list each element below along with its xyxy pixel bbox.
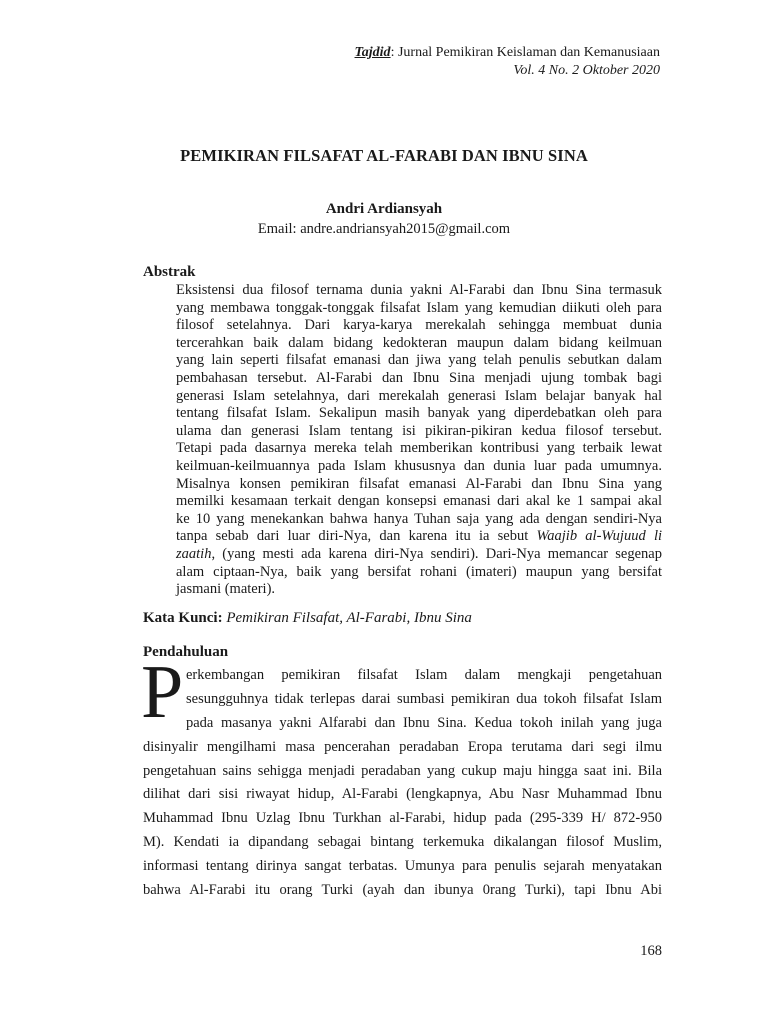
abstract-line: tercerahkan baik dalam bidang kedokteran maupun dalam bidang keilmuan bbox=[176, 334, 662, 351]
author-email: Email: andre.andriansyah2015@gmail.com bbox=[257, 221, 511, 237]
italic-term: Waajib al-Wujuud li bbox=[536, 528, 663, 545]
journal-volume: Vol. 4 No. 2 Oktober 2020 bbox=[513, 63, 660, 78]
abstract-line: alam ciptaan-Nya, baik yang bersifat rohani (imateri) maupun yang bersifat bbox=[176, 563, 662, 580]
abstract-line: Eksistensi dua filosof ternama dunia yakni Al-Farabi dan Ibnu Sina termasuk bbox=[176, 282, 662, 298]
body-line: Muhammad Ibnu Uzlag Ibnu Turkhan al-Farabi, hidup pada (295-339 H/ 872-950 bbox=[143, 810, 662, 827]
journal-subtitle: : Jurnal Pemikiran Keislaman dan Kemanusiaan bbox=[390, 45, 660, 60]
introduction-body bbox=[143, 664, 662, 903]
author-name: Andri Ardiansyah bbox=[325, 201, 443, 217]
abstract-line-text: , (yang mesti ada karena diri-Nya sendiri). Dari-Nya memancar segenap bbox=[211, 545, 662, 562]
body-line: bahwa Al-Farabi itu orang Turki (ayah dan ibunya 0rang Turki), tapi Ibnu Abi bbox=[143, 882, 662, 899]
italic-term: zaatih bbox=[176, 545, 212, 562]
abstract-line: generasi Islam setelahnya, dari merekalah generasi Islam belajar banyak hal bbox=[176, 387, 662, 404]
body-line: informasi tentang dirinya sangat terbatas. Umunya para penulis sejarah menyatakan bbox=[143, 858, 662, 875]
abstract-line: yang lain seperti filsafat emanasi dan jiwa yang telah penulis sebutkan dalam bbox=[176, 352, 662, 369]
abstract-body bbox=[176, 282, 662, 599]
drop-cap: P bbox=[141, 650, 184, 734]
abstract-line: jasmani (materi). bbox=[176, 581, 276, 598]
running-head bbox=[355, 44, 660, 80]
abstract-line bbox=[176, 546, 662, 564]
paper-title: PEMIKIRAN FILSAFAT AL-FARABI DAN IBNU SINA bbox=[180, 146, 588, 165]
abstract-line: Tetapi pada dasarnya mereka telah memberikan kontribusi yang terbaik lewat bbox=[176, 440, 662, 457]
section-heading-introduction: Pendahuluan bbox=[143, 644, 229, 660]
body-line: M). Kendati ia dipandang sebagai bintang terkemuka dikalangan filosof Muslim, bbox=[143, 834, 662, 851]
journal-line bbox=[355, 44, 660, 62]
abstract-line: pembahasan tersebut. Al-Farabi dan Ibnu Sina menjadi ujung tombak bagi bbox=[176, 369, 662, 386]
body-line: erkembangan pemikiran filsafat Islam dalam mengkaji pengetahuan bbox=[186, 667, 662, 683]
body-line: pada masanya yakni Alfarabi dan Ibnu Sina. Kedua tokoh inilah yang juga bbox=[186, 714, 662, 731]
abstract-line: filosof setelahnya. Dari karya-karya merekalah sehingga membuat dunia bbox=[176, 317, 662, 334]
abstract-line: tentang filsafat Islam. Sekalipun masih banyak yang diperdebatkan oleh para bbox=[176, 405, 662, 422]
abstract-heading: Abstrak bbox=[143, 264, 196, 280]
abstract-line: keilmuan-keilmuannya pada Islam khususnya dan dunia luar pada umumnya. bbox=[176, 457, 662, 474]
abstract-line: ke 10 yang menekankan bahwa hanya Tuhan saja yang ada dengan sendiri-Nya bbox=[176, 510, 662, 527]
body-line: disinyalir mengilhami masa pencerahan peradaban Eropa terutama dari segi ilmu bbox=[143, 738, 662, 755]
abstract-line: ulama dan generasi Islam tentang isi pikiran-pikiran kedua filosof tersebut. bbox=[176, 422, 662, 439]
abstract-line bbox=[176, 528, 662, 546]
abstract-line-text: tanpa sebab dari luar diri-Nya, dan karena itu ia sebut bbox=[176, 528, 529, 545]
abstract-line: yang membawa tonggak-tonggak filsafat Islam yang kemudian diikuti oleh para bbox=[176, 299, 662, 316]
journal-name: Tajdid bbox=[354, 45, 391, 60]
abstract-line: Misalnya konsen pemikiran filsafat emanasi Al-Farabi dan Ibnu Sina yang bbox=[176, 475, 662, 492]
body-line: dilihat dari sisi riwayat hidup, Al-Farabi (lengkapnya, Abu Nasr Muhammad Ibnu bbox=[143, 786, 662, 803]
keywords-value: Pemikiran Filsafat, Al-Farabi, Ibnu Sina bbox=[226, 610, 472, 626]
abstract-line: memilki kesamaan terkait dengan konsepsi emanasi dari akal ke 1 sampai akal bbox=[176, 493, 662, 510]
page-number: 168 bbox=[640, 943, 662, 959]
body-line: sesungguhnya tidak terlepas darai sumbasi pemikiran dua tokoh filsafat Islam bbox=[186, 690, 662, 707]
keywords bbox=[143, 610, 472, 627]
keywords-label: Kata Kunci: bbox=[143, 610, 223, 626]
body-line: pengetahuan sains sehigga menjadi peradaban yang cukup maju hingga saat ini. Bila bbox=[143, 762, 662, 779]
